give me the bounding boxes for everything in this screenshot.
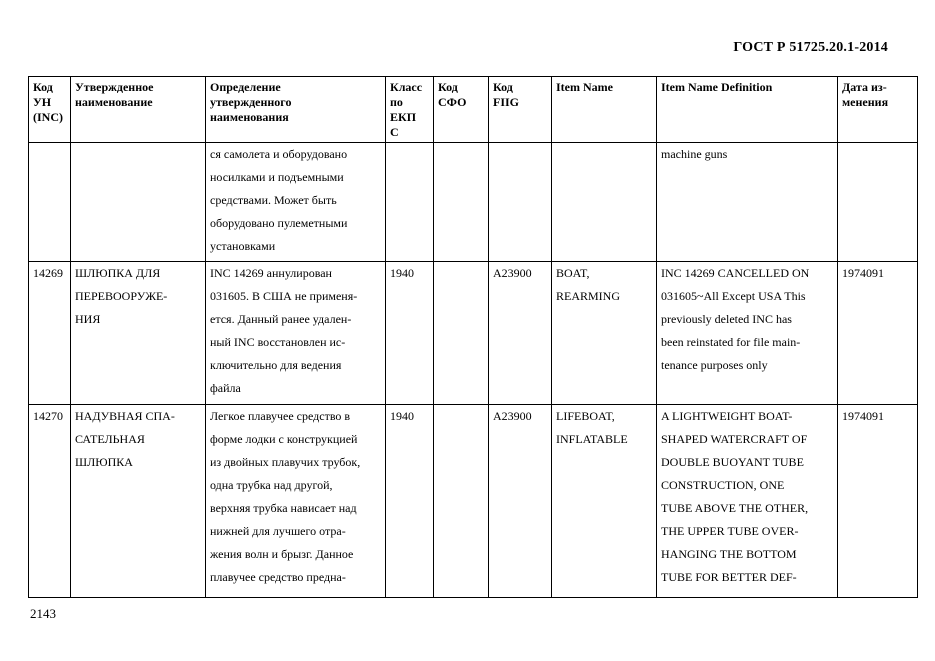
cell-line: САТЕЛЬНАЯ	[75, 432, 145, 446]
table-header-row	[29, 77, 918, 143]
cell-line: Определение	[210, 80, 281, 94]
cell-fiig-code	[489, 262, 552, 405]
cell-line: machine guns	[661, 147, 728, 161]
cell-class	[386, 405, 434, 598]
cell-line: менения	[842, 95, 889, 109]
cell-definition	[206, 405, 386, 598]
cell-line: верхняя трубка нависает над	[210, 501, 357, 515]
cell-line: REARMING	[556, 289, 621, 303]
cell-line: been reinstated for file main-	[661, 335, 801, 349]
cell-line: из двойных плавучих трубок,	[210, 455, 361, 469]
cell-line: установками	[210, 239, 276, 253]
table-row	[29, 262, 918, 405]
cell-line: 14270	[33, 409, 63, 423]
catalog-table	[28, 76, 918, 598]
cell-line: HANGING THE BOTTOM	[661, 547, 797, 561]
cell-line: previously deleted INC has	[661, 312, 792, 326]
cell-sfo-code	[434, 143, 489, 262]
cell-line: LIFEBOAT,	[556, 409, 615, 423]
cell-line: 031605~All Except USA This	[661, 289, 806, 303]
cell-item-name	[552, 405, 657, 598]
cell-line: ШЛЮПКА ДЛЯ	[75, 266, 161, 280]
cell-line: CONSTRUCTION, ONE	[661, 478, 785, 492]
header-fiig-code	[489, 77, 552, 143]
cell-approved-name	[71, 405, 206, 598]
cell-item-name-definition	[657, 405, 838, 598]
cell-line: ЕКП	[390, 110, 417, 124]
cell-approved-name	[71, 262, 206, 405]
cell-line: оборудовано пулеметными	[210, 216, 348, 230]
cell-line: ся самолета и оборудовано	[210, 147, 348, 161]
cell-line: носилками и подъемными	[210, 170, 344, 184]
cell-line: средствами. Может быть	[210, 193, 337, 207]
table-row	[29, 405, 918, 598]
cell-line: Утвержденное	[75, 80, 154, 94]
cell-line: TUBE ABOVE THE OTHER,	[661, 501, 809, 515]
cell-line: Код	[438, 80, 458, 94]
header-item-name	[552, 77, 657, 143]
cell-line: BOAT,	[556, 266, 590, 280]
cell-class	[386, 262, 434, 405]
cell-change-date	[838, 405, 918, 598]
cell-line: INC 14269 CANCELLED ON	[661, 266, 810, 280]
cell-line: УН	[33, 95, 52, 109]
cell-approved-name	[71, 143, 206, 262]
cell-definition	[206, 262, 386, 405]
header-change-date	[838, 77, 918, 143]
cell-change-date	[838, 262, 918, 405]
cell-line: жения волн и брызг. Данное	[210, 547, 354, 561]
cell-line: утвержденного	[210, 95, 292, 109]
cell-line: СФО	[438, 95, 467, 109]
cell-line: ключительно для ведения	[210, 358, 342, 372]
cell-line: Код	[33, 80, 53, 94]
cell-line: Дата из-	[842, 80, 887, 94]
cell-line: ШЛЮПКА	[75, 455, 133, 469]
cell-fiig-code	[489, 405, 552, 598]
cell-line: Код	[493, 80, 513, 94]
cell-line: форме лодки с конструкцией	[210, 432, 358, 446]
cell-line: THE UPPER TUBE OVER-	[661, 524, 799, 538]
cell-code-un	[29, 262, 71, 405]
cell-line: плавучее средство предна-	[210, 570, 346, 584]
cell-line: 031605. В США не применя-	[210, 289, 358, 303]
header-definition	[206, 77, 386, 143]
cell-line: 1974091	[842, 409, 884, 423]
cell-line: НИЯ	[75, 312, 101, 326]
cell-line: наименование	[75, 95, 153, 109]
cell-line: tenance purposes only	[661, 358, 768, 372]
cell-line: INC 14269 аннулирован	[210, 266, 332, 280]
cell-line: A23900	[493, 266, 532, 280]
cell-line: Item Name	[556, 80, 613, 94]
table-row	[29, 143, 918, 262]
cell-line: A LIGHTWEIGHT BOAT-	[661, 409, 793, 423]
cell-code-un	[29, 143, 71, 262]
cell-line: (INC)	[33, 110, 63, 124]
cell-line: одна трубка над другой,	[210, 478, 333, 492]
cell-item-name	[552, 262, 657, 405]
cell-item-name	[552, 143, 657, 262]
cell-line: ПЕРЕВООРУЖЕ-	[75, 289, 168, 303]
cell-line: 1940	[390, 409, 414, 423]
cell-class	[386, 143, 434, 262]
cell-line: файла	[210, 381, 241, 395]
cell-code-un	[29, 405, 71, 598]
cell-line: ный INC восстановлен ис-	[210, 335, 346, 349]
cell-line: нижней для лучшего отра-	[210, 524, 346, 538]
cell-line: A23900	[493, 409, 532, 423]
cell-line: наименования	[210, 110, 289, 124]
cell-sfo-code	[434, 405, 489, 598]
cell-line: Класс	[390, 80, 423, 94]
cell-line: ется. Данный ранее удален-	[210, 312, 352, 326]
header-class	[386, 77, 434, 143]
cell-change-date	[838, 143, 918, 262]
cell-line: INFLATABLE	[556, 432, 628, 446]
cell-line: FIIG	[493, 95, 520, 109]
cell-line: SHAPED WATERCRAFT OF	[661, 432, 808, 446]
header-sfo-code	[434, 77, 489, 143]
cell-line: 14269	[33, 266, 63, 280]
cell-line: DOUBLE BUOYANT TUBE	[661, 455, 804, 469]
cell-line: НАДУВНАЯ СПА-	[75, 409, 175, 423]
cell-line: TUBE FOR BETTER DEF-	[661, 570, 797, 584]
header-item-name-definition	[657, 77, 838, 143]
cell-item-name-definition	[657, 143, 838, 262]
cell-line: Легкое плавучее средство в	[210, 409, 351, 423]
cell-item-name-definition	[657, 262, 838, 405]
header-approved-name	[71, 77, 206, 143]
cell-line: 1940	[390, 266, 414, 280]
page-number: 2143	[30, 606, 56, 621]
document-standard-id: ГОСТ Р 51725.20.1-2014	[733, 40, 888, 55]
table-body	[29, 143, 918, 598]
header-code-un	[29, 77, 71, 143]
cell-definition	[206, 143, 386, 262]
cell-line: С	[390, 125, 399, 139]
cell-sfo-code	[434, 262, 489, 405]
cell-fiig-code	[489, 143, 552, 262]
cell-line: по	[390, 95, 403, 109]
cell-line: 1974091	[842, 266, 884, 280]
cell-line: Item Name Definition	[661, 80, 773, 94]
